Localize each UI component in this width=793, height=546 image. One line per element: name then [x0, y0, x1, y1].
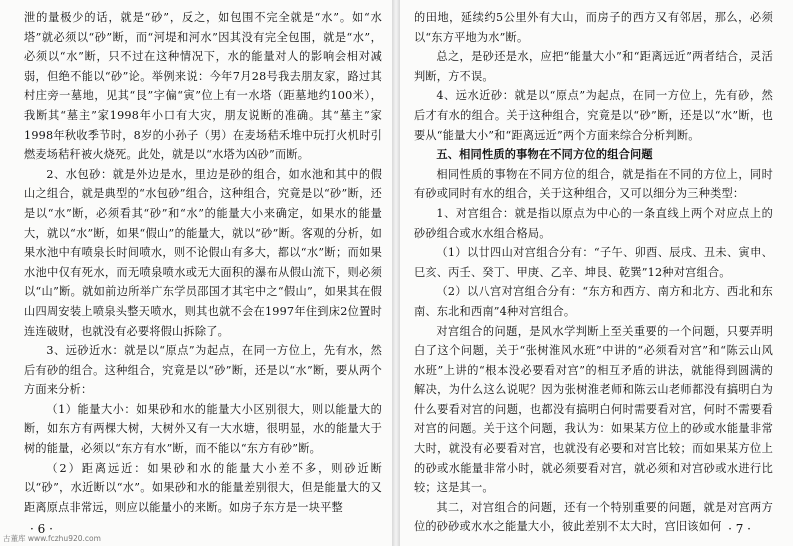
paragraph: 对宫组合的问题，是风水学判断上至关重要的一个问题，只要弄明白了这个问题，关于“张树淮风水班”中讲的“必须看对宫”和“陈云山风水班”上讲的“根本没必要看对宫”的相互矛盾的讲法，就能得到圆满的解决，为什么这么说呢？因为张树淮老师和陈云山老师都没有搞明白为什么要看对宫的问题，也都没有搞明白何时需要看对宫，何时不需要看对宫的问题。关于这个问题，我认为：如果某方位上的砂或水能量非常大时，就没有必要看对宫，也就没有必要和对宫比较；而如果某方位上的砂或水能量非常小时，就必须要看对宫，就必须和对宫砂或水进行比较；这是其一。 — [414, 324, 773, 495]
page-number: · 6 · — [30, 522, 53, 536]
paragraph: 4、远水近砂：就是以“原点”为起点，在同一方位上，先有砂，然后才有水的组合。关于这种组合，究竟是以“砂”断，还是以“水”断，也要从“能量大小”和“距离远近”两个方面来综合分析判断。 — [414, 89, 773, 142]
paragraph: 3、远砂近水：就是以“原点”为起点，在同一方位上，先有水，然后有砂的组合。这种组合，究竟是以“砂”断，还是以“水”断，要从两个方面来分析： — [24, 344, 382, 397]
paragraph: （1）能量大小：如果砂和水的能量大小区别很大，则以能量大的断，如东方有两棵大树，大树外又有一大水塘，很明显，水的能量大于树的能量，必须以“东方有水”断，而不能以“东方有砂”断。 — [24, 402, 382, 456]
paragraph: 其二，对宫组合的问题，还有一个特别重要的问题，就是对宫两方位的砂砂或水水之能量大小，彼此差别不太大时，宫旧该如何 — [414, 500, 773, 534]
watermark: 古董库 www.fczhu920.com — [3, 534, 101, 543]
paragraph: 1、对宫组合：就是指以原点为中心的一条直线上两个对应点上的砂砂组合或水水组合格局。 — [414, 206, 773, 240]
book-spine — [392, 0, 400, 546]
paragraph: （2）以八宫对宫组合分有：“东方和西方、南方和北方、西北和东南、东北和西南”4种对宫组合。 — [414, 285, 773, 318]
left-page — [0, 0, 392, 546]
paragraph: 总之，是砂还是水，应把“能量大小”和“距离远近”两者结合，灵活判断，方不误。 — [414, 50, 773, 83]
paragraph: 2、水包砂：就是外边是水，里边是砂的组合，如水池和其中的假山之组合，就是典型的“水包砂”组合，这种组合，究竟是以“砂”断，还是以“水”断，必须看其“砂”和“水”的能量大小来确定，如果水的能量大，就以“水”断，如果“假山”的能量大，就以“砂”断。客观的分析，如果水池中有喷泉长时间喷水，则不论假山有多大，都以“水”断；而如果水池中仅有死水，而无喷泉喷水或无大面积的瀑布从假山流下，则必须以“山”断。就如前边所举广东学员邵国才其宅中之“假山”，如果其在假山四周安装上喷泉头整天喷水，则其也就不会在1997年住到床2位置时连连破财，也就没有必要将假山拆除了。 — [24, 167, 382, 338]
paragraph: 相同性质的事物在不同方位的组合，就是指在不同的方位上，同时有砂或同时有水的组合，关于这种组合，又可以细分为三种类型： — [414, 167, 773, 201]
page-number: · 7 · — [728, 522, 751, 536]
paragraph: （2）距离远近：如果砂和水的能量大小差不多，则砂近断以“砂”，水近断以“水”。如果砂和水的能量差别很大，但是能量大的又距离原点非常远，则应以能量小的来断。如房子东方是一块平整 — [24, 461, 382, 514]
section-heading: 五、相同性质的事物在不同方位的组合问题 — [436, 147, 653, 162]
paragraph: （1）以廿四山对宫组合分有：“子午、卯酉、辰戌、丑未、寅申、巳亥、丙壬、癸丁、甲庚、乙辛、坤艮、乾巽”12种对宫组合。 — [414, 246, 773, 279]
right-page — [400, 0, 793, 546]
paragraph: 的田地，延续约5公里外有大山，而房子的西方又有邻居，那么，必须以“东方平地为水”断。 — [414, 11, 773, 44]
paragraph: 泄的量极少的话，就是“砂”，反之，如包围不完全就是“水”。如“水塔”就必须以“砂”断，而“河堤和河水”因其没有完全包围，就是“水”，必须以“水”断，只不过在这种情况下，水的能量对人的影响会相对减弱，但绝不能以“砂”论。举例来说：今年7月28号我去朋友家，路过其村庄旁一墓地，见其“艮”字偏“寅”位上有一水塔（距墓地约100米），我断其“墓主”家1998年小口有大灾，朋友说断的准确。其“墓主”家1998年秋收季节时，8岁的小孙子（男）在麦场秸禾堆中玩打火机时引燃麦场秸秆被火烧死。此处，就是以“水塔为凶砂”而断。 — [24, 11, 382, 162]
